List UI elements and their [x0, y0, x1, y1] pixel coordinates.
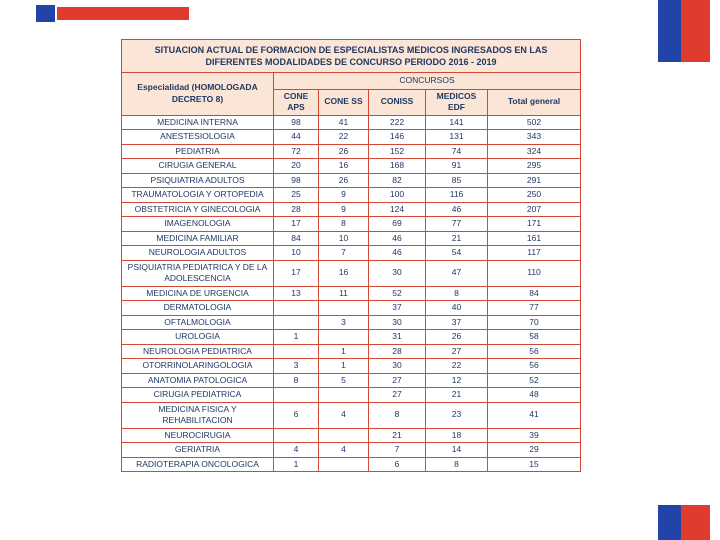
value-cell: 21 [426, 231, 488, 246]
value-cell: 41 [319, 115, 369, 130]
value-cell: 13 [274, 286, 319, 301]
total-cell: 48 [488, 388, 581, 403]
total-cell: 77 [488, 301, 581, 316]
especialidad-cell: MEDICINA INTERNA [122, 115, 274, 130]
total-cell: 343 [488, 130, 581, 145]
col-header-coniss: CONISS [369, 89, 426, 115]
value-cell: 74 [426, 144, 488, 159]
total-cell: 56 [488, 359, 581, 374]
table-row [122, 457, 581, 472]
table-title-line2: DIFERENTES MODALIDADES DE CONCURSO PERIODO 2016 - 2019 [205, 57, 497, 67]
total-cell: 295 [488, 159, 581, 174]
value-cell [274, 315, 319, 330]
value-cell: 6 [369, 457, 426, 472]
especialidad-cell: RADIOTERAPIA ONCOLOGICA [122, 457, 274, 472]
value-cell: 72 [274, 144, 319, 159]
value-cell: 22 [426, 359, 488, 374]
table-row [122, 443, 581, 458]
value-cell: 26 [319, 173, 369, 188]
total-cell: 110 [488, 260, 581, 286]
flag-bar-bottom-right-red [681, 505, 710, 540]
value-cell: 91 [426, 159, 488, 174]
especialidad-cell: DERMATOLOGIA [122, 301, 274, 316]
total-cell: 15 [488, 457, 581, 472]
value-cell: 16 [319, 260, 369, 286]
especialidad-cell: NEUROLOGIA PEDIATRICA [122, 344, 274, 359]
value-cell: 52 [369, 286, 426, 301]
especialidad-cell: MEDICINA FAMILIAR [122, 231, 274, 246]
value-cell: 22 [319, 130, 369, 145]
especialidad-cell: OFTALMOLOGIA [122, 315, 274, 330]
total-cell: 291 [488, 173, 581, 188]
table-row [122, 144, 581, 159]
value-cell: 1 [274, 330, 319, 345]
especialidad-cell: MEDICINA DE URGENCIA [122, 286, 274, 301]
table-row [122, 301, 581, 316]
value-cell: 77 [426, 217, 488, 232]
especialidad-cell: NEUROCIRUGIA [122, 428, 274, 443]
value-cell: 8 [274, 373, 319, 388]
value-cell: 131 [426, 130, 488, 145]
value-cell: 16 [319, 159, 369, 174]
value-cell: 27 [426, 344, 488, 359]
value-cell: 25 [274, 188, 319, 203]
value-cell [274, 301, 319, 316]
especialidad-cell: GERIATRIA [122, 443, 274, 458]
value-cell: 8 [369, 402, 426, 428]
table-row [122, 217, 581, 232]
col-header-cone-aps: CONE APS [274, 89, 319, 115]
value-cell: 10 [319, 231, 369, 246]
table-row [122, 330, 581, 345]
especialidad-cell: ANESTESIOLOGIA [122, 130, 274, 145]
especialidad-cell: NEUROLOGIA ADULTOS [122, 246, 274, 261]
table-row [122, 260, 581, 286]
especialidad-cell: TRAUMATOLOGIA Y ORTOPEDIA [122, 188, 274, 203]
table-row [122, 246, 581, 261]
value-cell: 3 [274, 359, 319, 374]
col-header-concursos: CONCURSOS [274, 73, 581, 90]
value-cell: 37 [426, 315, 488, 330]
especialidad-cell: OTORRINOLARINGOLOGIA [122, 359, 274, 374]
especialidad-cell: CIRUGIA GENERAL [122, 159, 274, 174]
table-row [122, 359, 581, 374]
especialidad-cell: CIRUGIA PEDIATRICA [122, 388, 274, 403]
value-cell: 98 [274, 173, 319, 188]
total-cell: 84 [488, 286, 581, 301]
table-row [122, 315, 581, 330]
value-cell [319, 388, 369, 403]
value-cell [319, 301, 369, 316]
value-cell: 20 [274, 159, 319, 174]
value-cell: 4 [274, 443, 319, 458]
flag-bar-top-left-red [57, 7, 189, 20]
value-cell: 8 [319, 217, 369, 232]
value-cell [319, 330, 369, 345]
table-row [122, 188, 581, 203]
value-cell: 168 [369, 159, 426, 174]
especialidad-cell: PSIQUIATRIA PEDIATRICA Y DE LA ADOLESCENCIA [122, 260, 274, 286]
value-cell: 1 [319, 344, 369, 359]
table-row [122, 159, 581, 174]
value-cell: 100 [369, 188, 426, 203]
value-cell: 17 [274, 217, 319, 232]
value-cell: 8 [426, 286, 488, 301]
total-cell: 39 [488, 428, 581, 443]
total-cell: 56 [488, 344, 581, 359]
value-cell: 46 [426, 202, 488, 217]
value-cell: 54 [426, 246, 488, 261]
value-cell: 30 [369, 315, 426, 330]
value-cell: 85 [426, 173, 488, 188]
table-row [122, 388, 581, 403]
especialidad-cell: IMAGENOLOGIA [122, 217, 274, 232]
table-row [122, 115, 581, 130]
table-title-row [122, 40, 581, 73]
flag-bar-bottom-right-blue [658, 505, 681, 540]
value-cell: 47 [426, 260, 488, 286]
table-body [122, 115, 581, 472]
total-cell: 324 [488, 144, 581, 159]
value-cell: 1 [274, 457, 319, 472]
value-cell: 23 [426, 402, 488, 428]
table-container [121, 39, 580, 472]
table-row [122, 402, 581, 428]
value-cell [274, 428, 319, 443]
value-cell: 152 [369, 144, 426, 159]
value-cell: 4 [319, 443, 369, 458]
value-cell: 21 [369, 428, 426, 443]
value-cell: 46 [369, 231, 426, 246]
value-cell: 84 [274, 231, 319, 246]
value-cell: 141 [426, 115, 488, 130]
value-cell: 26 [319, 144, 369, 159]
table-row [122, 373, 581, 388]
table-row [122, 173, 581, 188]
value-cell [274, 344, 319, 359]
value-cell: 30 [369, 359, 426, 374]
total-cell: 70 [488, 315, 581, 330]
table-row [122, 286, 581, 301]
total-cell: 41 [488, 402, 581, 428]
value-cell: 69 [369, 217, 426, 232]
especialidad-cell: PEDIATRIA [122, 144, 274, 159]
value-cell: 31 [369, 330, 426, 345]
value-cell: 40 [426, 301, 488, 316]
value-cell: 17 [274, 260, 319, 286]
total-cell: 171 [488, 217, 581, 232]
value-cell [319, 428, 369, 443]
table-row [122, 130, 581, 145]
data-table [121, 39, 581, 472]
value-cell: 18 [426, 428, 488, 443]
value-cell: 28 [369, 344, 426, 359]
value-cell: 14 [426, 443, 488, 458]
especialidad-cell: PSIQUIATRIA ADULTOS [122, 173, 274, 188]
value-cell [274, 388, 319, 403]
value-cell: 146 [369, 130, 426, 145]
table-title [122, 40, 581, 73]
value-cell: 222 [369, 115, 426, 130]
value-cell: 3 [319, 315, 369, 330]
total-cell: 161 [488, 231, 581, 246]
value-cell: 7 [369, 443, 426, 458]
value-cell: 10 [274, 246, 319, 261]
concursos-header-row [122, 73, 581, 90]
value-cell: 30 [369, 260, 426, 286]
flag-square-top-left-blue [36, 5, 55, 22]
flag-bar-top-right-blue [658, 0, 681, 62]
value-cell [319, 457, 369, 472]
value-cell: 12 [426, 373, 488, 388]
col-header-medicos-edf: MEDICOS EDF [426, 89, 488, 115]
table-row [122, 231, 581, 246]
value-cell: 37 [369, 301, 426, 316]
value-cell: 8 [426, 457, 488, 472]
total-cell: 29 [488, 443, 581, 458]
value-cell: 44 [274, 130, 319, 145]
table-row [122, 344, 581, 359]
total-cell: 207 [488, 202, 581, 217]
total-cell: 52 [488, 373, 581, 388]
value-cell: 26 [426, 330, 488, 345]
value-cell: 5 [319, 373, 369, 388]
value-cell: 27 [369, 373, 426, 388]
value-cell: 11 [319, 286, 369, 301]
especialidad-cell: UROLOGIA [122, 330, 274, 345]
value-cell: 28 [274, 202, 319, 217]
value-cell: 4 [319, 402, 369, 428]
value-cell: 6 [274, 402, 319, 428]
value-cell: 9 [319, 188, 369, 203]
value-cell: 21 [426, 388, 488, 403]
value-cell: 46 [369, 246, 426, 261]
value-cell: 98 [274, 115, 319, 130]
flag-bar-top-right-red [681, 0, 710, 62]
table-title-line1: SITUACION ACTUAL DE FORMACION DE ESPECIALISTAS MEDICOS INGRESADOS EN LAS [154, 45, 548, 55]
value-cell: 27 [369, 388, 426, 403]
especialidad-cell: OBSTETRICIA Y GINECOLOGIA [122, 202, 274, 217]
col-header-especialidad: Especialidad (HOMOLOGADA DECRETO 8) [122, 73, 274, 116]
value-cell: 1 [319, 359, 369, 374]
especialidad-cell: ANATOMIA PATOLOGICA [122, 373, 274, 388]
value-cell: 124 [369, 202, 426, 217]
total-cell: 502 [488, 115, 581, 130]
especialidad-cell: MEDICINA FISICA Y REHABILITACION [122, 402, 274, 428]
value-cell: 116 [426, 188, 488, 203]
value-cell: 7 [319, 246, 369, 261]
table-row [122, 202, 581, 217]
value-cell: 9 [319, 202, 369, 217]
total-cell: 58 [488, 330, 581, 345]
value-cell: 82 [369, 173, 426, 188]
total-cell: 117 [488, 246, 581, 261]
col-header-cone-ss: CONE SS [319, 89, 369, 115]
table-row [122, 428, 581, 443]
col-header-total-general: Total general [488, 89, 581, 115]
total-cell: 250 [488, 188, 581, 203]
